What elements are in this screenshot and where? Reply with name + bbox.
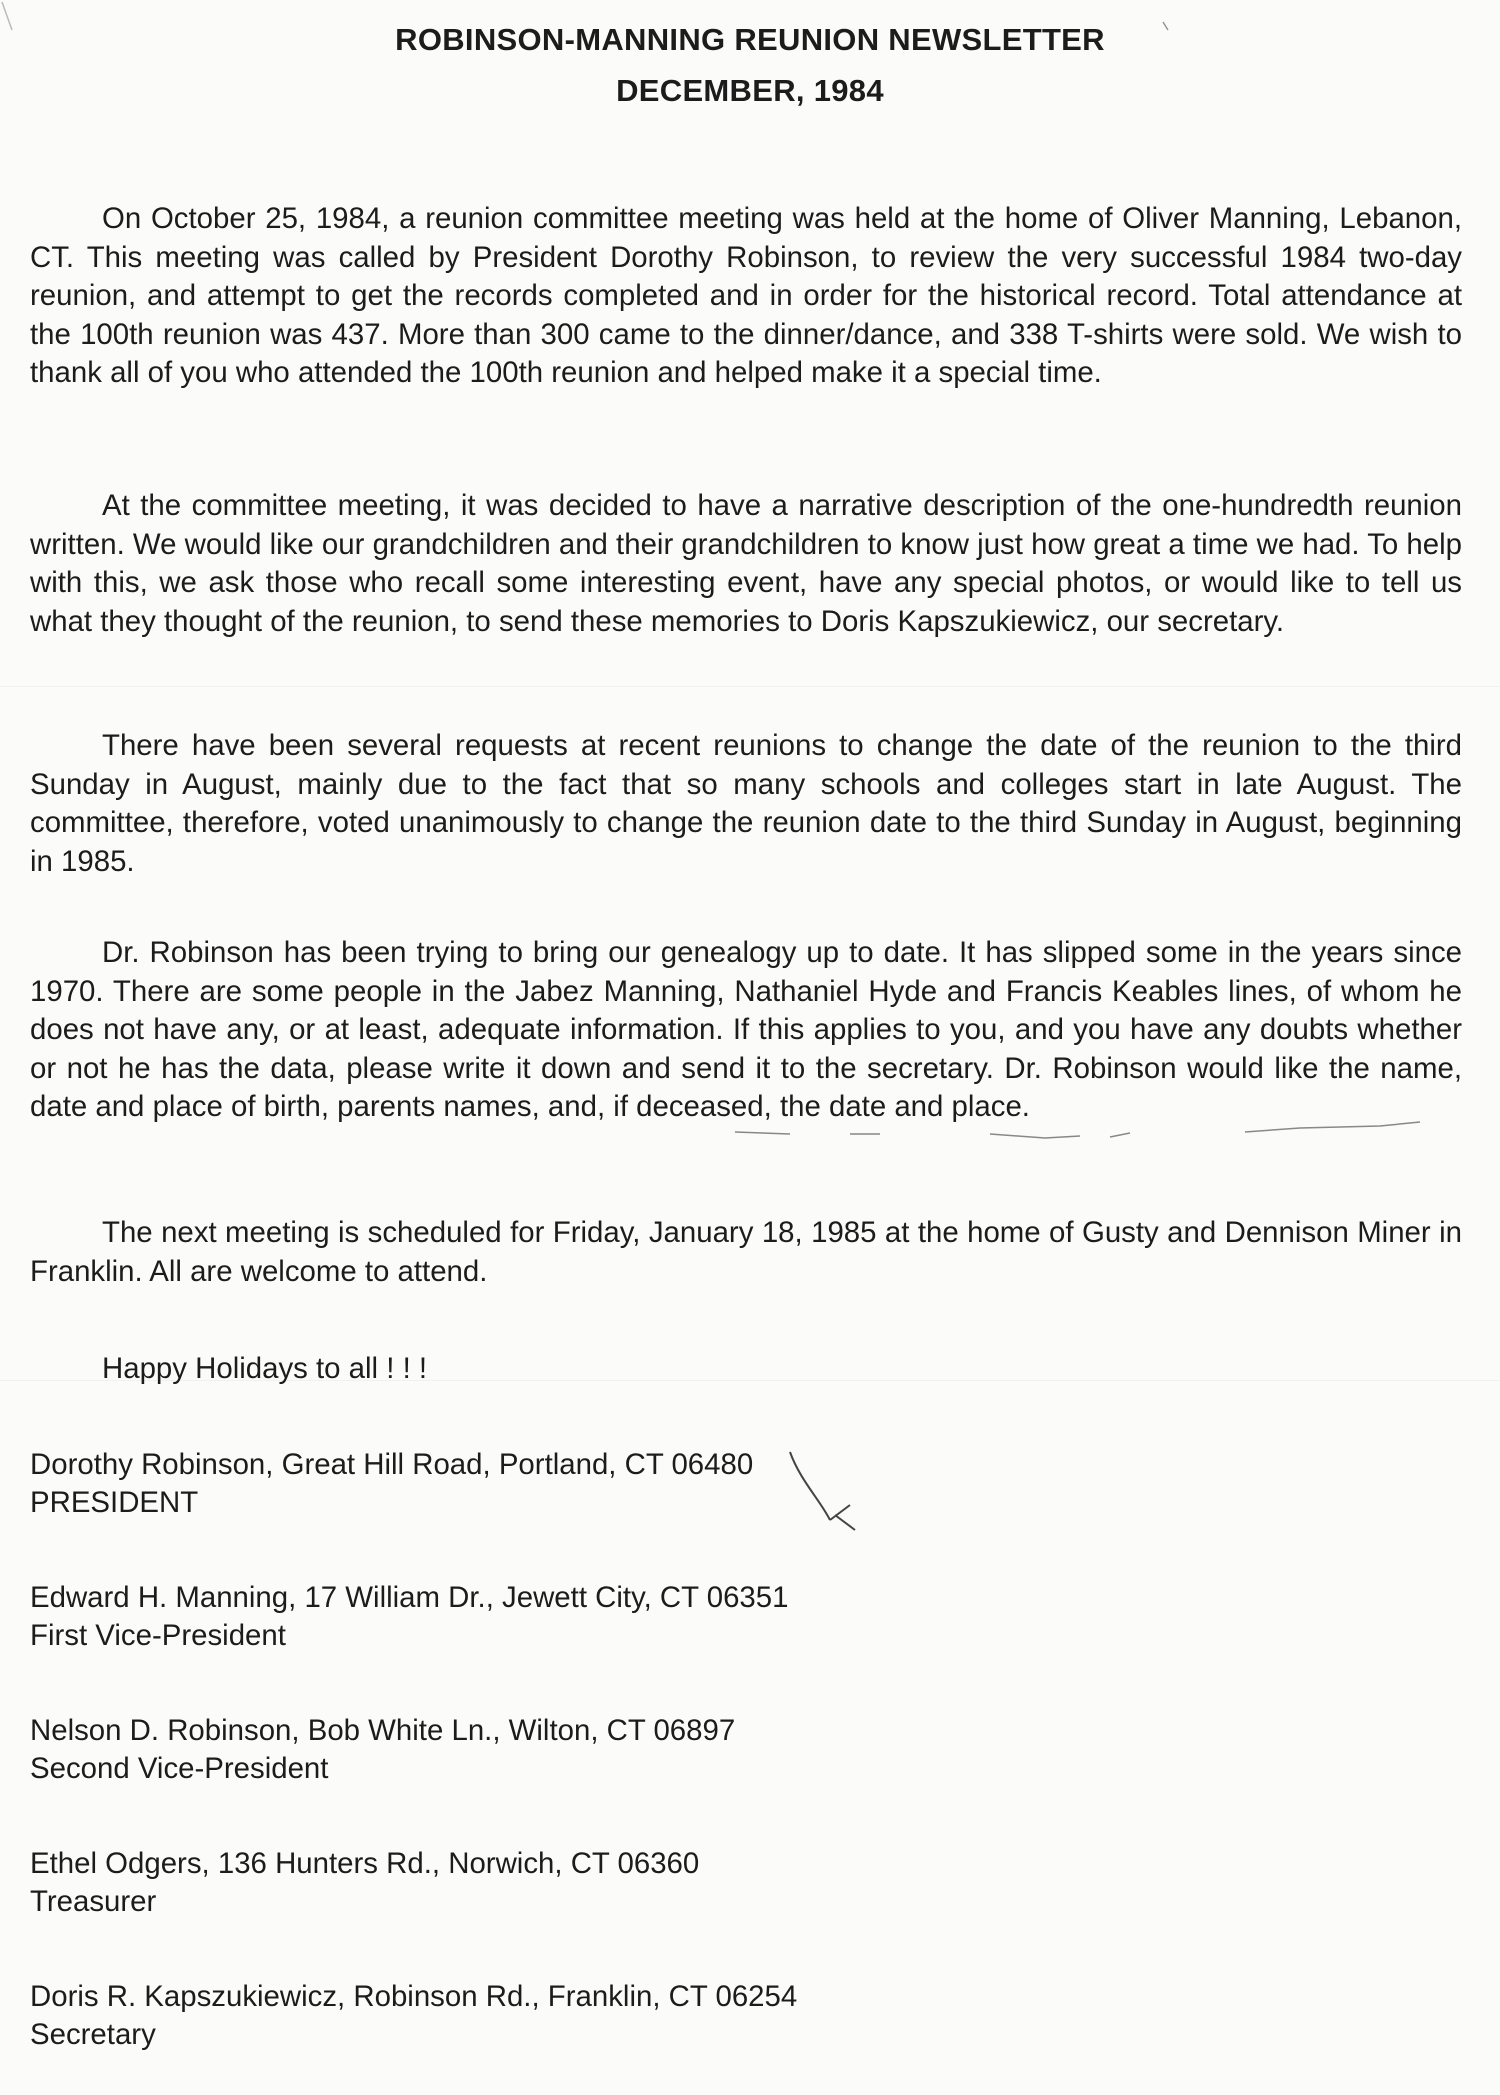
officer-address: Dorothy Robinson, Great Hill Road, Portland, CT 06480	[30, 1448, 754, 1481]
officer-role: Treasurer	[30, 1885, 157, 1918]
newsletter-title: ROBINSON-MANNING REUNION NEWSLETTER	[395, 22, 1105, 57]
officer-address: Doris R. Kapszukiewicz, Robinson Rd., Franklin, CT 06254	[30, 1980, 798, 2013]
paragraph-narrative-request: At the committee meeting, it was decided to have a narrative description of the one-hundredth reunion written. We would like our grandchildren and their grandchildren to know just how great a time we had. To help with this, we ask those who recall some interesting event, have any special photos, or would like to tell us what they thought of the reunion, to send these memories to Doris Kapszukiewicz, our secretary.	[30, 489, 1462, 638]
officer-entry-president	[30, 1446, 1430, 1522]
officer-address: Ethel Odgers, 136 Hunters Rd., Norwich, CT 06360	[30, 1847, 700, 1880]
officer-entry-secretary	[30, 1978, 1430, 2054]
fold-line	[0, 686, 1500, 687]
paragraph-next-meeting: The next meeting is scheduled for Friday, January 18, 1985 at the home of Gusty and Dennison Miner in Franklin. All are welcome to attend.	[30, 1216, 1462, 1288]
paragraph-reunion-meeting: On October 25, 1984, a reunion committee meeting was held at the home of Oliver Manning, Lebanon, CT. This meeting was called by President Dorothy Robinson, to review the very successful 1984 two-day reunion, and attempt to get the records completed and in order for the historical record. Total attendance at the 100th reunion was 437. More than 300 came to the dinner/dance, and 338 T-shirts were sold. We wish to thank all of you who attended the 100th reunion and helped make it a special time.	[30, 202, 1462, 390]
officer-role: Secretary	[30, 2018, 156, 2051]
paragraph-holiday-greeting: Happy Holidays to all ! ! !	[102, 1352, 428, 1385]
officer-role: Second Vice-President	[30, 1752, 329, 1785]
officer-entry-treasurer	[30, 1845, 1430, 1921]
officer-entry-second-vice-president	[30, 1712, 1430, 1788]
paragraph-genealogy: Dr. Robinson has been trying to bring our genealogy up to date. It has slipped some in the years since 1970. There are some people in the Jabez Manning, Nathaniel Hyde and Francis Keables lines, of whom he does not have any, or at least, adequate information. If this applies to you, and you have any doubts whether or not he has the data, please write it down and send it to the secretary. Dr. Robinson would like the name, date and place of birth, parents names, and, if deceased, the date and place.	[30, 936, 1462, 1124]
officer-address: Edward H. Manning, 17 William Dr., Jewett City, CT 06351	[30, 1581, 789, 1614]
officer-entry-first-vice-president	[30, 1579, 1430, 1655]
officer-role: PRESIDENT	[30, 1486, 199, 1519]
newsletter-date: DECEMBER, 1984	[616, 73, 884, 108]
officer-role: First Vice-President	[30, 1619, 286, 1652]
paragraph-date-change: There have been several requests at recent reunions to change the date of the reunion to the third Sunday in August, mainly due to the fact that so many schools and colleges start in late August. The committee, therefore, voted unanimously to change the reunion date to the third Sunday in August, beginning in 1985.	[30, 729, 1462, 878]
officer-address: Nelson D. Robinson, Bob White Ln., Wilton, CT 06897	[30, 1714, 736, 1747]
